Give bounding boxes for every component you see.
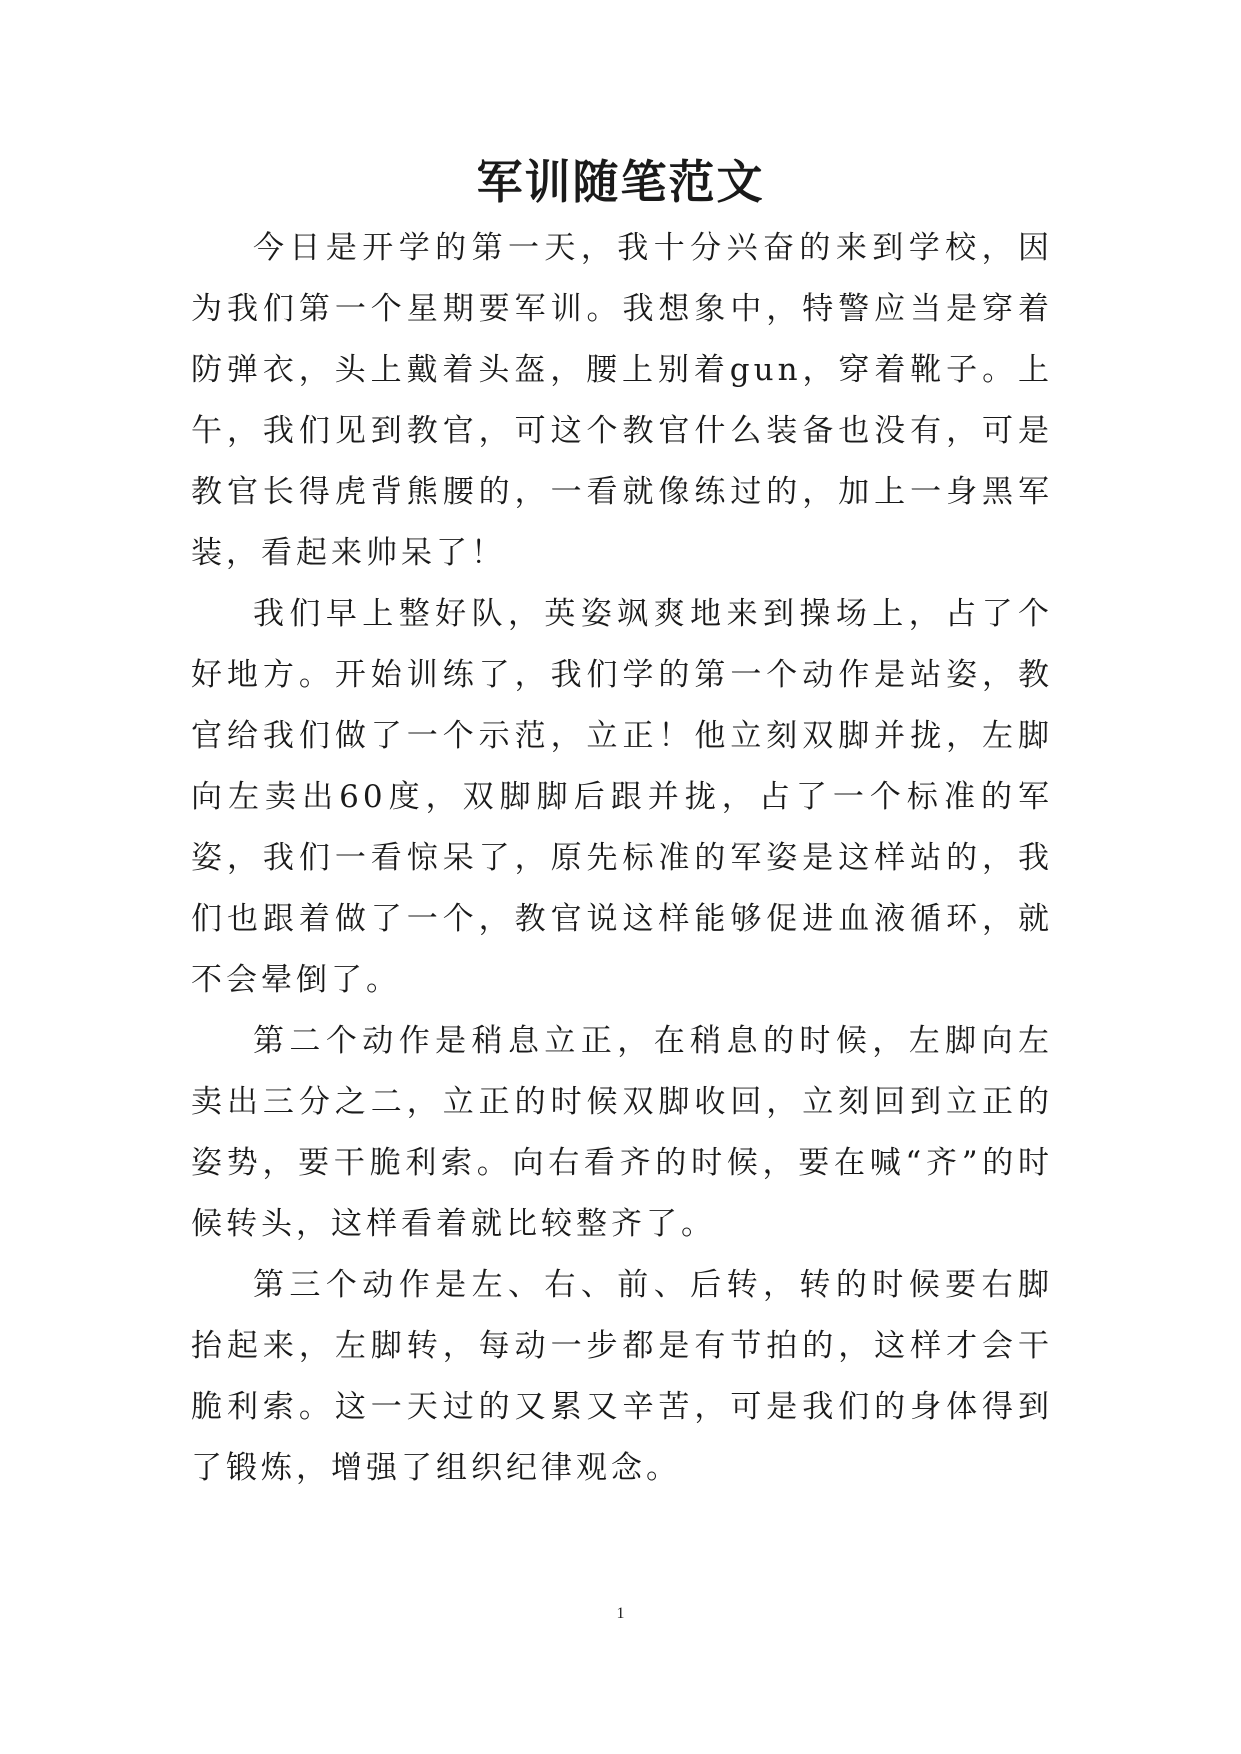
paragraph-1: 今日是开学的第一天，我十分兴奋的来到学校，因为我们第一个星期要军训。我想象中，特警应当是穿着防弹衣，头上戴着头盔，腰上别着gun，穿着靴子。上午，我们见到教官，可这个教官什么装备也没有，可是教官长得虎背熊腰的，一看就像练过的，加上一身黑军装，看起来帅呆了！ bbox=[191, 230, 1053, 571]
document-title: 军训随笔范文 bbox=[476, 155, 765, 209]
paragraph-3: 第二个动作是稍息立正，在稍息的时候，左脚向左卖出三分之二，立正的时候双脚收回，立刻回到立正的姿势，要干脆利索。向右看齐的时候，要在喊“齐”的时候转头，这样看着就比较整齐了。 bbox=[191, 1023, 1053, 1242]
paragraph-2: 我们早上整好队，英姿飒爽地来到操场上，占了个好地方。开始训练了，我们学的第一个动作是站姿，教官给我们做了一个示范，立正！他立刻双脚并拢，左脚向左卖出60度，双脚脚后跟并拢，占了一个标准的军姿，我们一看惊呆了，原先标准的军姿是这样站的，我们也跟着做了一个，教官说这样能够促进血液循环，就不会晕倒了。 bbox=[191, 596, 1053, 998]
paragraph-4: 第三个动作是左、右、前、后转，转的时候要右脚抬起来，左脚转，每动一步都是有节拍的，这样才会干脆利索。这一天过的又累又辛苦，可是我们的身体得到了锻炼，增强了组织纪律观念。 bbox=[191, 1267, 1053, 1486]
document-body bbox=[191, 218, 1053, 1499]
page-number: 1 bbox=[616, 1605, 625, 1622]
